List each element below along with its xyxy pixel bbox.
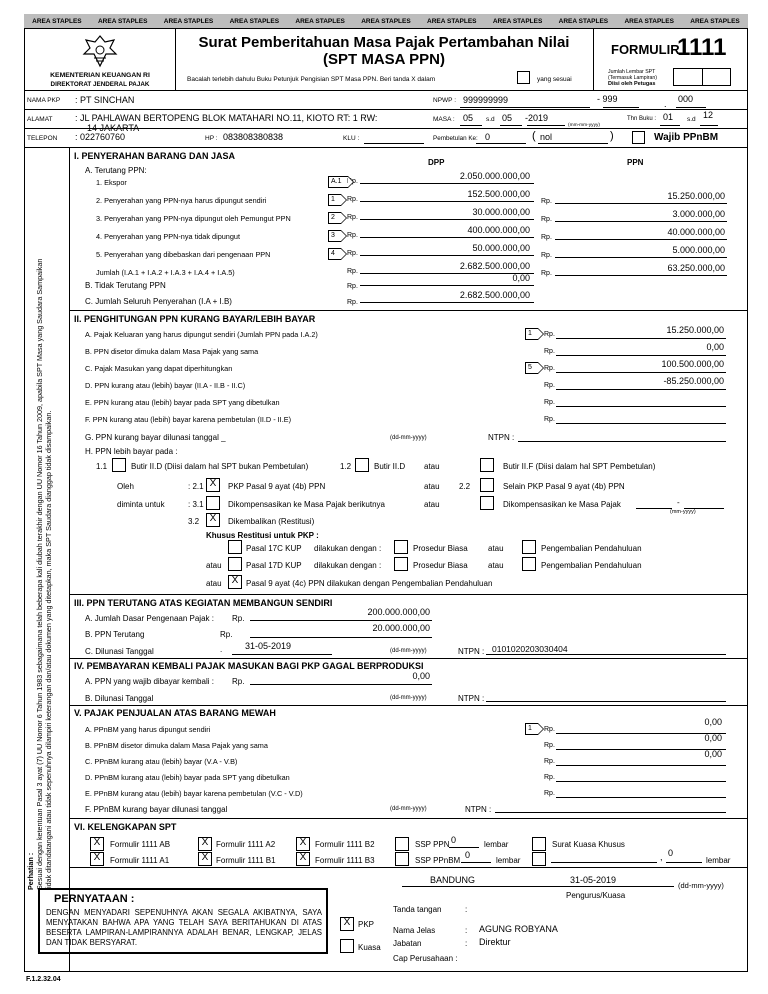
s1-row-ppn: 63.250.000,00 (667, 263, 725, 273)
pkp-pasal9-checkbox[interactable]: X (206, 478, 220, 492)
f1111a2-checkbox[interactable]: X (198, 837, 212, 851)
s2-row-label: B. PPN disetor dimuka dalam Masa Pajak yang sama (85, 347, 259, 356)
form-code: F.1.2.32.04 (26, 976, 61, 983)
npwp: 999999999 (463, 95, 509, 105)
h11-checkbox[interactable] (112, 458, 126, 472)
f1111a1-checkbox[interactable]: X (90, 852, 104, 866)
s1-row-label: 2. Penyerahan yang PPN-nya harus dipungut sendiri (96, 196, 267, 205)
legend-checkbox (517, 71, 530, 84)
pengembalian-17d-checkbox[interactable] (522, 557, 536, 571)
s1-row-ppn: 40.000.000,00 (667, 227, 725, 237)
form-label: FORMULIR (611, 42, 680, 57)
s1-row-tag: 2 (328, 212, 341, 224)
s5-row-label: E. PPnBM kurang atau (lebih) bayar karena pembetulan (V.C - V.D) (85, 789, 303, 798)
f1111b1-checkbox[interactable]: X (198, 852, 212, 866)
restitusi-checkbox[interactable]: X (206, 513, 220, 527)
s1-row-label: 4. Penyerahan yang PPN-nya tidak dipungut (96, 232, 241, 241)
kuasa-signer-checkbox[interactable] (340, 939, 354, 953)
s5-row-value: 0,00 (704, 717, 722, 727)
s5-row-label: B. PPnBM disetor dimuka dalam Masa Pajak yang sama (85, 741, 268, 750)
pkp-signer-checkbox[interactable]: X (340, 917, 354, 931)
kompensasi-masa-checkbox[interactable] (480, 496, 494, 510)
garuda-emblem-icon (80, 34, 120, 68)
s2-row-label: C. Pajak Masukan yang dapat diperhitungkan (85, 364, 233, 373)
s5-row-label: C. PPnBM kurang atau (lebih) bayar (V.A - V.B) (85, 757, 238, 766)
prosedur-17d-checkbox[interactable] (394, 557, 408, 571)
pasal9-4c-checkbox[interactable]: X (228, 575, 242, 589)
ministry-name: KEMENTERIAN KEUANGAN RI (50, 72, 150, 79)
alamat: : JL PAHLAWAN BERTOPENG BLOK MATAHARI NO.11, KIOTO RT: 1 RW: (75, 113, 378, 123)
form-subtitle: (SPT MASA PPN) (323, 51, 445, 68)
signer-title: Direktur (479, 937, 511, 947)
s2-row-label: A. Pajak Keluaran yang harus dipungut sendiri (Jumlah PPN pada I.A.2) (85, 330, 318, 339)
kompensasi-checkbox[interactable] (206, 496, 220, 510)
form-number: 1111 (677, 34, 727, 61)
f1111b3-checkbox[interactable]: X (296, 852, 310, 866)
s1-row-tag: 1 (328, 194, 341, 206)
pasal17c-checkbox[interactable] (228, 540, 242, 554)
masa-from: 05 (463, 113, 474, 123)
s5-row-label: D. PPnBM kurang atau (lebih) bayar pada SPT yang dibetulkan (85, 773, 290, 782)
s1-row-tag: A.1 (328, 176, 348, 188)
s1-row-dpp: 30.000.000,00 (472, 207, 530, 217)
s1-row-dpp: 2.682.500.000,00 (459, 261, 530, 271)
wajib-ppnbm-checkbox[interactable] (632, 131, 645, 144)
s2-row-value: 0,00 (706, 342, 724, 352)
pasal17d-checkbox[interactable] (228, 557, 242, 571)
s1-row-label: Jumlah (I.A.1 + I.A.2 + I.A.3 + I.A.4 + I.A.5) (96, 268, 235, 277)
s5-row-label: A. PPnBM yang harus dipungut sendiri (85, 725, 211, 734)
s1-row-dpp: 152.500.000,00 (467, 189, 530, 199)
s1-row-label: 1. Ekspor (96, 178, 127, 187)
pengembalian-17c-checkbox[interactable] (522, 540, 536, 554)
form-title: Surat Pemberitahuan Masa Pajak Pertambahan Nilai (198, 34, 570, 51)
prosedur-17c-checkbox[interactable] (394, 540, 408, 554)
f1111ab-checkbox[interactable]: X (90, 837, 104, 851)
selain-pkp-checkbox[interactable] (480, 478, 494, 492)
surat-kuasa-checkbox[interactable] (532, 837, 546, 851)
ssp-ppn-checkbox[interactable] (395, 837, 409, 851)
s2-row-value: 100.500.000,00 (661, 359, 724, 369)
masa-to: 05 (502, 113, 513, 123)
s2-row-label: D. PPN kurang atau (lebih) bayar (II.A - II.B - II.C) (85, 381, 246, 390)
s5-row-value: 0,00 (704, 749, 722, 759)
s1-row-dpp: 400.000.000,00 (467, 225, 530, 235)
s2-row-label: F. PPN kurang atau (lebih) bayar karena pembetulan (II.D - II.E) (85, 415, 292, 424)
other-checkbox[interactable] (532, 852, 546, 866)
butir-f-checkbox[interactable] (480, 458, 494, 472)
nama-pkp: : PT SINCHAN (75, 95, 135, 105)
f1111b2-checkbox[interactable]: X (296, 837, 310, 851)
s2-row-value: 15.250.000,00 (666, 325, 724, 335)
perhatian-note: Perhatian : Sesuai dengan ketentuan Pasal 3 ayat (7) UU Nomor 6 Tahun 1983 sebagaimana telah beberapa kali diubah terakhir dengan UU Nomor 16 Tahun 2009, apabila SPT Masa yang Saudara Sampaikan tidak ditandatangani atau tidak sepenuhnya dilampiri keterangan dan/atau dokumen yang ditetapkan, maka SPT Saudara dianggap tidak disampaikan. (26, 258, 53, 890)
ssp-ppnbm-checkbox[interactable] (395, 852, 409, 866)
telepon: : 022760760 (75, 132, 126, 142)
signer-name: AGUNG ROBYANA (479, 924, 558, 934)
s1-row-ppn: 5.000.000,00 (672, 245, 725, 255)
s1-row-label: 5. Penyerahan yang dibebaskan dari pengenaan PPN (96, 250, 271, 259)
s5-row-value: 0,00 (704, 733, 722, 743)
s1-row-tag: 4 (328, 248, 341, 260)
h12-checkbox[interactable] (355, 458, 369, 472)
directorate-name: DIREKTORAT JENDERAL PAJAK (50, 81, 150, 88)
s1-row-dpp: 2.050.000.000,00 (459, 171, 530, 181)
s1-row-label: 3. Penyerahan yang PPN-nya dipungut oleh Pemungut PPN (96, 214, 291, 223)
staples-bar: AREA STAPLES AREA STAPLES AREA STAPLES AREA STAPLES AREA STAPLES AREA STAPLES AREA STAPLES AREA STAPLES AREA STAPLES AREA STAPLES AREA STAPLES (24, 14, 748, 28)
s1-row-ppn: 15.250.000,00 (667, 191, 725, 201)
s1-row-tag: 3 (328, 230, 341, 242)
s2-row-value: -85.250.000,00 (663, 376, 724, 386)
s1-row-ppn: 3.000.000,00 (672, 209, 725, 219)
s1-row-dpp: 50.000.000,00 (472, 243, 530, 253)
s2-row-label: E. PPN kurang atau (lebih) bayar pada SPT yang dibetulkan (85, 398, 280, 407)
hp: 083808380838 (223, 132, 284, 142)
